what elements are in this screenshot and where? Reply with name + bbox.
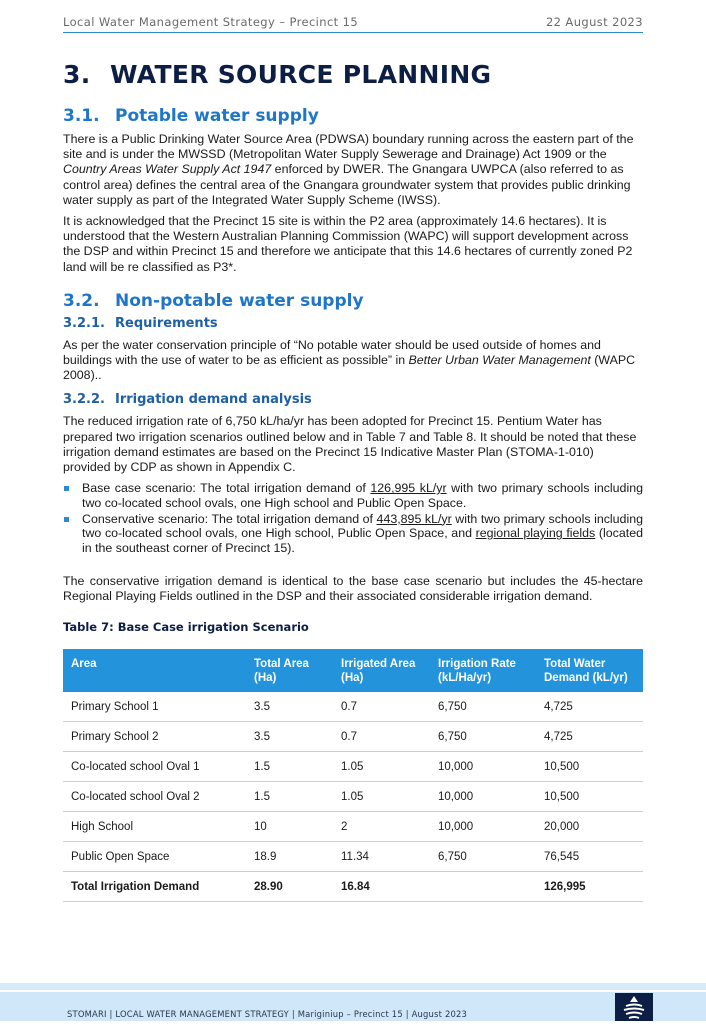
underlined-value: 443,895 kL/yr [376,511,452,526]
paragraph-text: There is a Public Drinking Water Source Area (PDWSA) boundary running across the eastern part of the site and is under the MWSSD (Metropolitan Water Supply Sewerage and Drainage) Act 1909 or the [63,132,634,162]
subsection-number: 3.2. [63,290,100,311]
subsection-title: Non-potable water supply [115,290,364,311]
underlined-text: regional playing fields [475,526,596,541]
subsubsection-title: Requirements [115,315,218,331]
table-row [63,842,643,872]
table-cell: 126,995 [536,872,643,902]
page-content [63,60,643,902]
table-cell: 10,000 [430,782,536,812]
paragraph-p2-area: It is acknowledged that the Precinct 15 site is within the P2 area (approximately 14.6 hectares). It is understood that the Western Australian Planning Commission (WAPC) will support development across the DSP and within Precinct 15 and therefore we anticipate that this 14.6 hectares of currently zoned P2 land will be re classified as P3*. [63,214,633,274]
table-cell: 10 [246,812,333,842]
subsubsection-number: 3.2.1. [63,315,105,331]
table-cell: 10,000 [430,812,536,842]
section-heading [63,60,643,89]
paragraph-requirements [63,338,643,384]
bullet-square-icon [64,517,69,522]
paragraph-pdwsa [63,132,643,208]
column-header: Total Area (Ha) [246,649,333,692]
table-cell: High School [63,812,246,842]
table-cell [430,872,536,902]
subsection-heading-3-1 [63,106,643,126]
paragraph-conservative-note: The conservative irrigation demand is identical to the base case scenario but includes the 45-hectare Regional Playing Fields outlined in the DSP and their associated considerable irrigation demand. [63,573,643,603]
bullet-square-icon [64,486,69,491]
subsection-number: 3.1. [63,106,100,126]
paragraph-text: (WAPC 2008).. [63,353,636,383]
header-document-title: Local Water Management Strategy – Precinct 15 [63,15,359,29]
table-cell: 4,725 [536,722,643,752]
section-title: WATER SOURCE PLANNING [110,60,492,89]
list-text: with two primary schools including two co-located school ovals, one High school and Public Open Space. [82,481,643,510]
table-cell: 10,500 [536,752,643,782]
table-row [63,782,643,812]
table-cell: Public Open Space [63,842,246,872]
subsubsection-heading-3-2-1 [63,316,643,331]
scenario-list [63,481,643,556]
paragraph-text: As per the water conservation principle of “No potable water should be used outside of homes and buildings with the use of water to be as efficient as possible” in [63,337,601,368]
paragraph-emphasis: Country Areas Water Supply Act 1947 [63,162,272,177]
table-cell: 1.5 [246,752,333,782]
table-cell: 1.5 [246,782,333,812]
table-cell: 16.84 [333,872,430,902]
table-row [63,692,643,722]
table-cell: 6,750 [430,842,536,872]
list-text: Conservative scenario: The total irrigation demand of [82,511,377,526]
page-header [63,14,643,33]
footer-text: STOMARI | LOCAL WATER MANAGEMENT STRATEGY | Mariginiup – Precinct 15 | August 2023 [67,1009,468,1019]
logo-graphic [615,993,653,1021]
table-cell: 6,750 [430,692,536,722]
table-cell: 6,750 [430,722,536,752]
table-cell: 3.5 [246,692,333,722]
table-total-row [63,872,643,902]
table-cell: 10,000 [430,752,536,782]
table-cell: Primary School 1 [63,692,246,722]
table-cell: 4,725 [536,692,643,722]
list-item-base-case [63,481,643,510]
table-cell: 0.7 [333,692,430,722]
table-row [63,722,643,752]
table-cell: 1.05 [333,752,430,782]
table-cell: Total Irrigation Demand [63,872,246,902]
table-cell: Co-located school Oval 1 [63,752,246,782]
subsection-heading-3-2 [63,291,643,311]
table-cell: 0.7 [333,722,430,752]
table-cell: 28.90 [246,872,333,902]
underlined-value: 126,995 kL/yr [370,481,447,496]
table-row [63,752,643,782]
table-cell: Primary School 2 [63,722,246,752]
table-cell: 3.5 [246,722,333,752]
list-text: (located in the southeast corner of Precinct 15). [82,526,643,556]
irrigation-table [63,649,643,902]
column-header: Irrigation Rate (kL/Ha/yr) [430,649,536,692]
table-header-row [63,649,643,692]
subsubsection-heading-3-2-2 [63,392,643,407]
table-cell: 18.9 [246,842,333,872]
table-caption: Table 7: Base Case irrigation Scenario [63,620,309,635]
table-cell: 76,545 [536,842,643,872]
section-number: 3. [63,60,91,89]
table-row [63,812,643,842]
water-drop-logo-icon [615,993,653,1021]
subsubsection-number: 3.2.2. [63,392,105,408]
column-header: Irrigated Area (Ha) [333,649,430,692]
paragraph-text: enforced by DWER. The Gnangara UWPCA (also referred to as control area) defines the central area of the Gnangara groundwater system that provides public drinking water supply as part of the Integrated Water Supply Scheme (IWSS). [63,162,631,207]
table-cell: 11.34 [333,842,430,872]
header-date: 22 August 2023 [545,15,643,29]
table-cell: 2 [333,812,430,842]
table-cell: 1.05 [333,782,430,812]
list-text: with two primary schools including two co-located school ovals, one High school, Public Open Space, and [82,511,643,541]
table-cell: Co-located school Oval 2 [63,782,246,812]
column-header: Area [63,649,246,692]
column-header: Total Water Demand (kL/yr) [536,649,643,692]
subsubsection-title: Irrigation demand analysis [115,392,312,408]
paragraph-irrigation-rate: The reduced irrigation rate of 6,750 kL/ha/yr has been adopted for Precinct 15. Pentium Water has prepared two irrigation scenarios outlined below and in Table 7 and Table 8. It should be noted that these irrigation demand estimates are based on the Precinct 15 Indicative Master Plan (STOMA-1-010) provided by CDP as shown in Appendix C. [63,414,637,475]
paragraph-emphasis: Better Urban Water Management [408,353,591,368]
list-item-conservative [63,512,643,556]
subsection-title: Potable water supply [115,106,319,126]
table-cell: 20,000 [536,812,643,842]
table-cell: 10,500 [536,782,643,812]
list-text: Base case scenario: The total irrigation demand of [82,481,371,496]
